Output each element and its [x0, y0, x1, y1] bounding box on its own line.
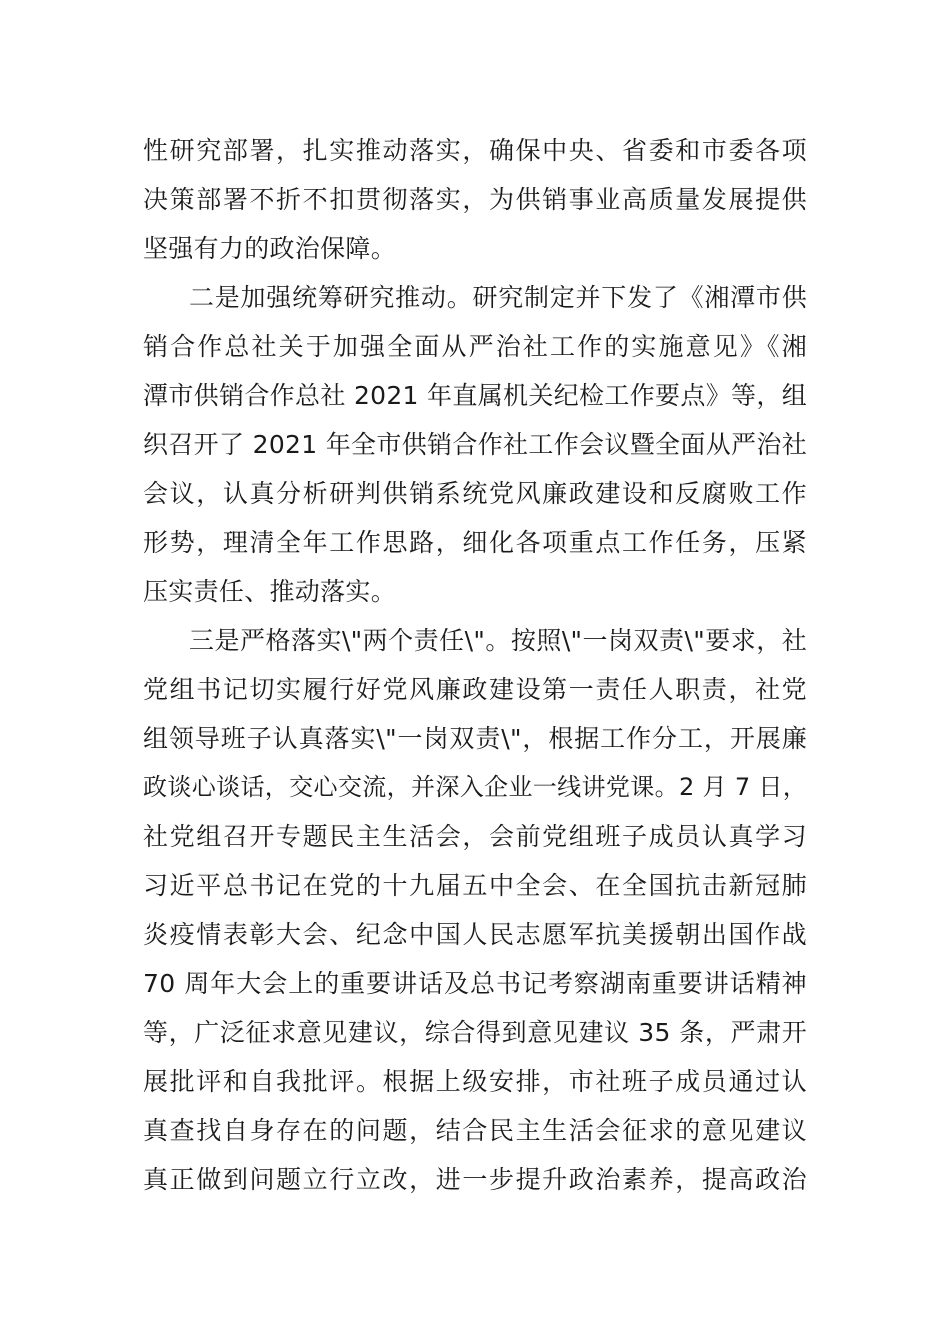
- paragraph-line: 压实责任、推动落实。: [143, 577, 397, 606]
- paragraph-line: 党组书记切实履行好党风廉政建设第一责任人职责，社党: [143, 675, 807, 704]
- paragraph-line: 形势，理清全年工作思路，细化各项重点工作任务，压紧: [143, 528, 807, 557]
- paragraph-line: 习近平总书记在党的十九届五中全会、在全国抗击新冠肺: [143, 871, 807, 900]
- paragraph-line: 组领导班子认真落实\"一岗双责\"，根据工作分工，开展廉: [143, 724, 807, 753]
- paragraph-line: 潭市供销合作总社 2021 年直属机关纪检工作要点》等，组: [143, 381, 807, 410]
- paragraph-line: 展批评和自我批评。根据上级安排，市社班子成员通过认: [143, 1067, 807, 1096]
- paragraph-line: 社党组召开专题民主生活会，会前党组班子成员认真学习: [143, 822, 807, 851]
- paragraph-line: 坚强有力的政治保障。: [143, 234, 397, 263]
- paragraph-line: 销合作总社关于加强全面从严治社工作的实施意见》《湘: [143, 332, 807, 361]
- paragraph-3: [143, 616, 807, 1204]
- paragraph-line: 性研究部署，扎实推动落实，确保中央、省委和市委各项: [143, 136, 807, 165]
- paragraph-line: 真查找自身存在的问题，结合民主生活会征求的意见建议: [143, 1116, 807, 1145]
- paragraph-line: 70 周年大会上的重要讲话及总书记考察湖南重要讲话精神: [143, 969, 807, 998]
- document-body: [143, 126, 807, 1204]
- paragraph-line: 政谈心谈话，交心交流，并深入企业一线讲党课。2 月 7 日，: [143, 773, 808, 801]
- paragraph-1: [143, 126, 807, 273]
- paragraph-2: [143, 273, 807, 616]
- paragraph-line: 决策部署不折不扣贯彻落实，为供销事业高质量发展提供: [143, 185, 807, 214]
- paragraph-line: 真正做到问题立行立改，进一步提升政治素养，提高政治: [143, 1165, 807, 1194]
- paragraph-line: 织召开了 2021 年全市供销合作社工作会议暨全面从严治社: [143, 430, 807, 459]
- paragraph-line: 炎疫情表彰大会、纪念中国人民志愿军抗美援朝出国作战: [143, 920, 807, 949]
- paragraph-line: 三是严格落实\"两个责任\"。按照\"一岗双责\"要求，社: [189, 626, 807, 655]
- paragraph-line: 等，广泛征求意见建议，综合得到意见建议 35 条，严肃开: [143, 1018, 807, 1047]
- paragraph-line: 会议，认真分析研判供销系统党风廉政建设和反腐败工作: [143, 479, 807, 508]
- paragraph-line: 二是加强统筹研究推动。研究制定并下发了《湘潭市供: [189, 283, 807, 312]
